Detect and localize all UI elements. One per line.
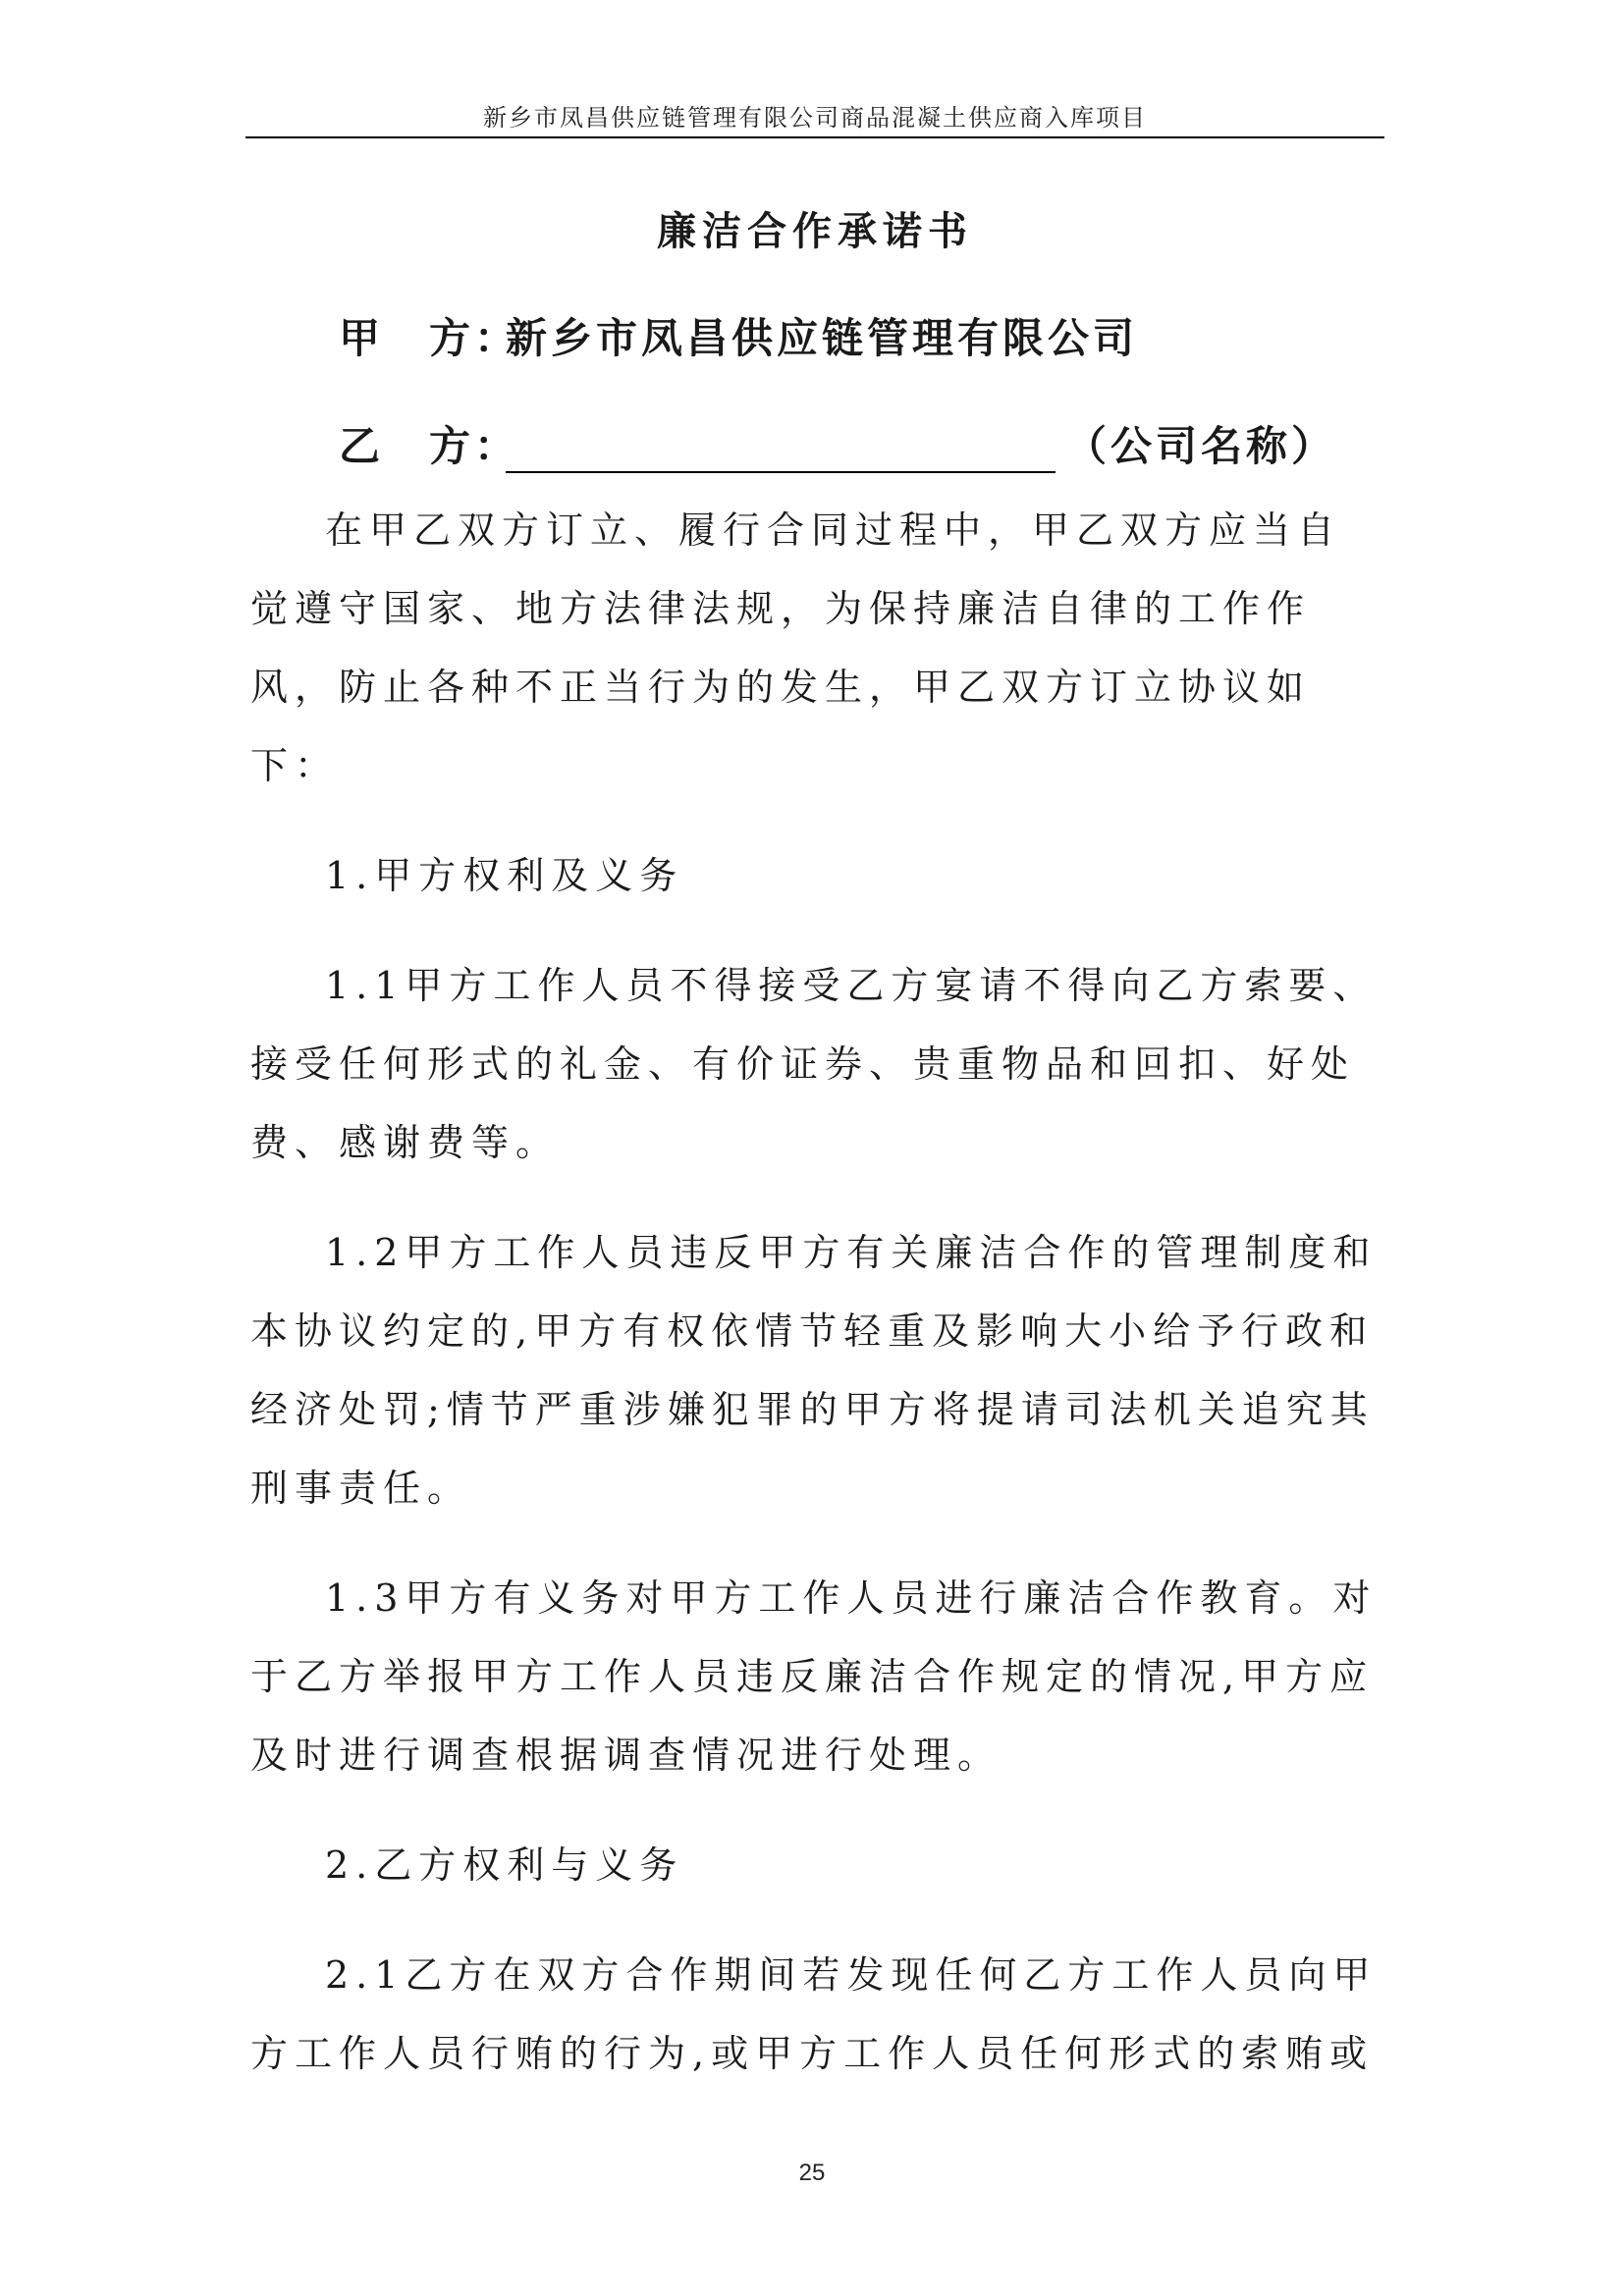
body-text	[250, 491, 1380, 2093]
page-number: 25	[798, 2160, 826, 2186]
section-heading-2: 2.乙方权利与义务	[325, 1843, 684, 1887]
party-a-line	[339, 306, 1138, 365]
page-header: 新乡市凤昌供应链管理有限公司商品混凝土供应商入库项目	[483, 104, 1147, 132]
intro-paragraph: 在甲乙双方订立、履行合同过程中，甲乙双方应当自觉遵守国家、地方法律法规，为保持廉洁自律的工作作风，防止各种不正当行为的发生，甲乙双方订立协议如下：	[250, 508, 1342, 787]
party-b-suffix: （公司名称）	[1065, 422, 1337, 470]
party-a-name: 新乡市凤昌供应链管理有限公司	[506, 314, 1139, 362]
party-a-label: 甲 方：	[339, 314, 520, 362]
party-b-line	[339, 414, 1336, 473]
clause-1-1: 1.1甲方工作人员不得接受乙方宴请不得向乙方索要、接受任何形式的礼金、有价证券、贵重物品和回扣、好处费、感谢费等。	[250, 964, 1378, 1164]
party-b-blank-field	[506, 432, 1056, 473]
party-b-label: 乙 方：	[339, 422, 520, 470]
document-title: 廉洁合作承诺书	[657, 209, 973, 254]
section-heading-1: 1.甲方权利及义务	[325, 854, 684, 897]
clause-1-3: 1.3甲方有义务对甲方工作人员进行廉洁合作教育。对于乙方举报甲方工作人员违反廉洁合作规定的情况,甲方应及时进行调查根据调查情况进行处理。	[250, 1576, 1378, 1777]
clause-1-2: 1.2甲方工作人员违反甲方有关廉洁合作的管理制度和本协议约定的,甲方有权依情节轻重及影响大小给予行政和经济处罚;情节严重涉嫌犯罪的甲方将提请司法机关追究其刑事责任。	[250, 1231, 1378, 1510]
clause-2-1: 2.1乙方在双方合作期间若发现任何乙方工作人员向甲方工作人员行贿的行为,或甲方工作人员任何形式的索贿或	[250, 1953, 1378, 2075]
header-divider	[245, 136, 1384, 138]
